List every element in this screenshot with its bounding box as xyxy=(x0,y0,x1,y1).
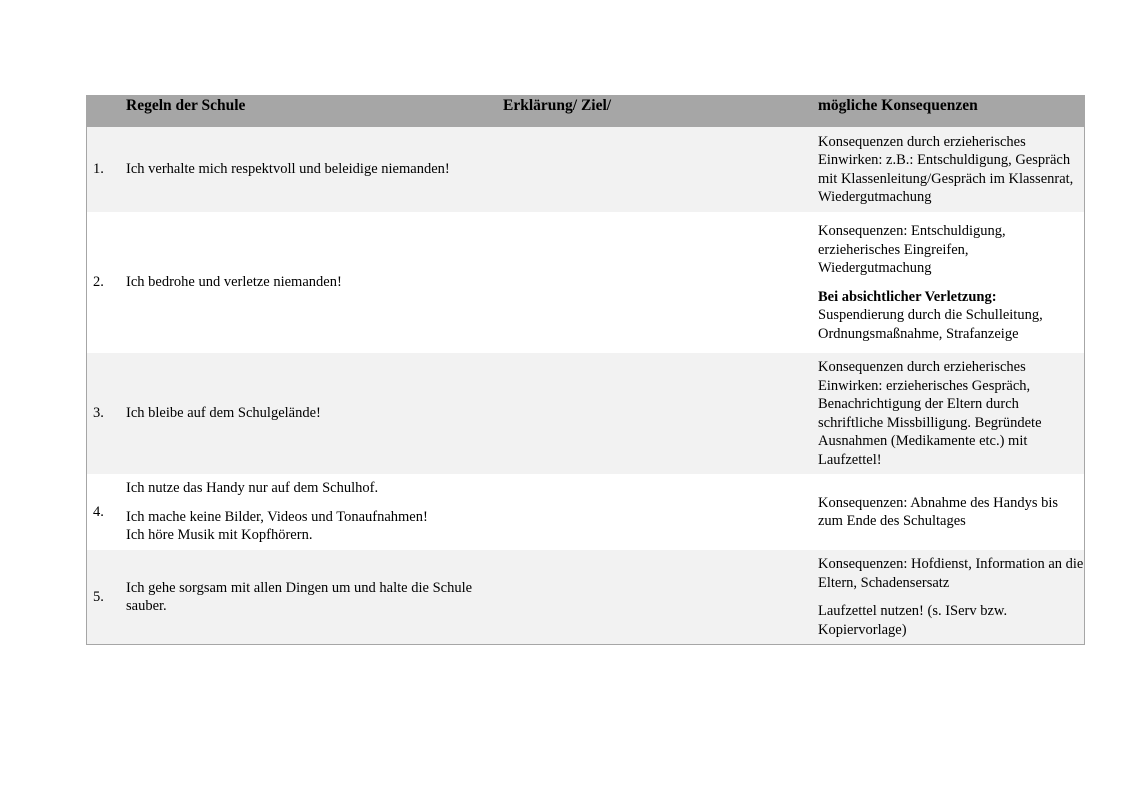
rule-line: Ich nutze das Handy nur auf dem Schulhof. xyxy=(126,480,379,497)
header-consequences: mögliche Konsequenzen xyxy=(818,97,978,114)
school-rules-table xyxy=(86,95,1085,645)
consequences-text xyxy=(818,494,1084,531)
rule-line-group xyxy=(126,508,503,545)
header-number-cell xyxy=(87,96,126,97)
consequence-paragraph: Konsequenzen: Abnahme des Handys bis zum Ende des Schultages xyxy=(818,494,1059,529)
consequence-bold-heading: Bei absichtlicher Verletzung: xyxy=(818,288,997,305)
row-number: 3. xyxy=(93,405,104,422)
consequence-paragraph: Laufzettel nutzen! (s. IServ bzw. Kopiervorlage) xyxy=(818,603,1008,638)
header-rules: Regeln der Schule xyxy=(126,97,246,114)
table-header-row xyxy=(87,96,1084,127)
consequence-paragraph xyxy=(818,288,1084,344)
rule-line: Ich mache keine Bilder, Videos und Tonaufnahmen! xyxy=(126,508,428,525)
table-row xyxy=(87,550,1084,644)
table-row xyxy=(87,212,1084,353)
table-row xyxy=(87,127,1084,212)
table-row xyxy=(87,353,1084,474)
consequences-text xyxy=(818,555,1084,639)
consequence-paragraph: Konsequenzen: Hofdienst, Information an die Eltern, Schadensersatz xyxy=(818,556,1084,591)
table-row xyxy=(87,474,1084,550)
row-number: 4. xyxy=(93,503,104,520)
rule-text xyxy=(126,160,503,179)
consequences-text xyxy=(818,222,1084,343)
rule-line: Ich bleibe auf dem Schulgelände! xyxy=(126,405,321,422)
rule-text xyxy=(126,479,503,545)
consequences-text xyxy=(818,358,1084,469)
rule-line: Ich gehe sorgsam mit allen Dingen um und halte die Schule sauber. xyxy=(126,579,473,614)
consequence-paragraph: Konsequenzen durch erzieherisches Einwirken: z.B.: Entschuldigung, Gespräch mit Klassenleitung/Gespräch im Klassenrat, Wiedergutmachung xyxy=(818,133,1074,205)
row-number: 2. xyxy=(93,274,104,291)
rule-line: Ich bedrohe und verletze niemanden! xyxy=(126,274,342,291)
consequence-paragraph: Konsequenzen durch erzieherisches Einwirken: erzieherisches Gespräch, Benachrichtigung der Eltern durch schriftliche Missbilligung. Begründete Ausnahmen (Medikamente etc.) mit Laufzettel! xyxy=(818,359,1042,468)
row-number: 5. xyxy=(93,588,104,605)
consequence-detail: Suspendierung durch die Schulleitung, Ordnungsmaßnahme, Strafanzeige xyxy=(818,307,1043,342)
row-number: 1. xyxy=(93,161,104,178)
rule-text xyxy=(126,579,503,616)
rule-text xyxy=(126,404,503,423)
rule-text xyxy=(126,273,503,292)
consequences-text xyxy=(818,133,1084,207)
header-explanation: Erklärung/ Ziel/ xyxy=(503,97,612,114)
consequence-paragraph: Konsequenzen: Entschuldigung, erzieherisches Eingreifen, Wiedergutmachung xyxy=(818,223,1006,276)
rule-line: Ich verhalte mich respektvoll und beleidige niemanden! xyxy=(126,161,450,178)
rule-line: Ich höre Musik mit Kopfhörern. xyxy=(126,527,313,544)
